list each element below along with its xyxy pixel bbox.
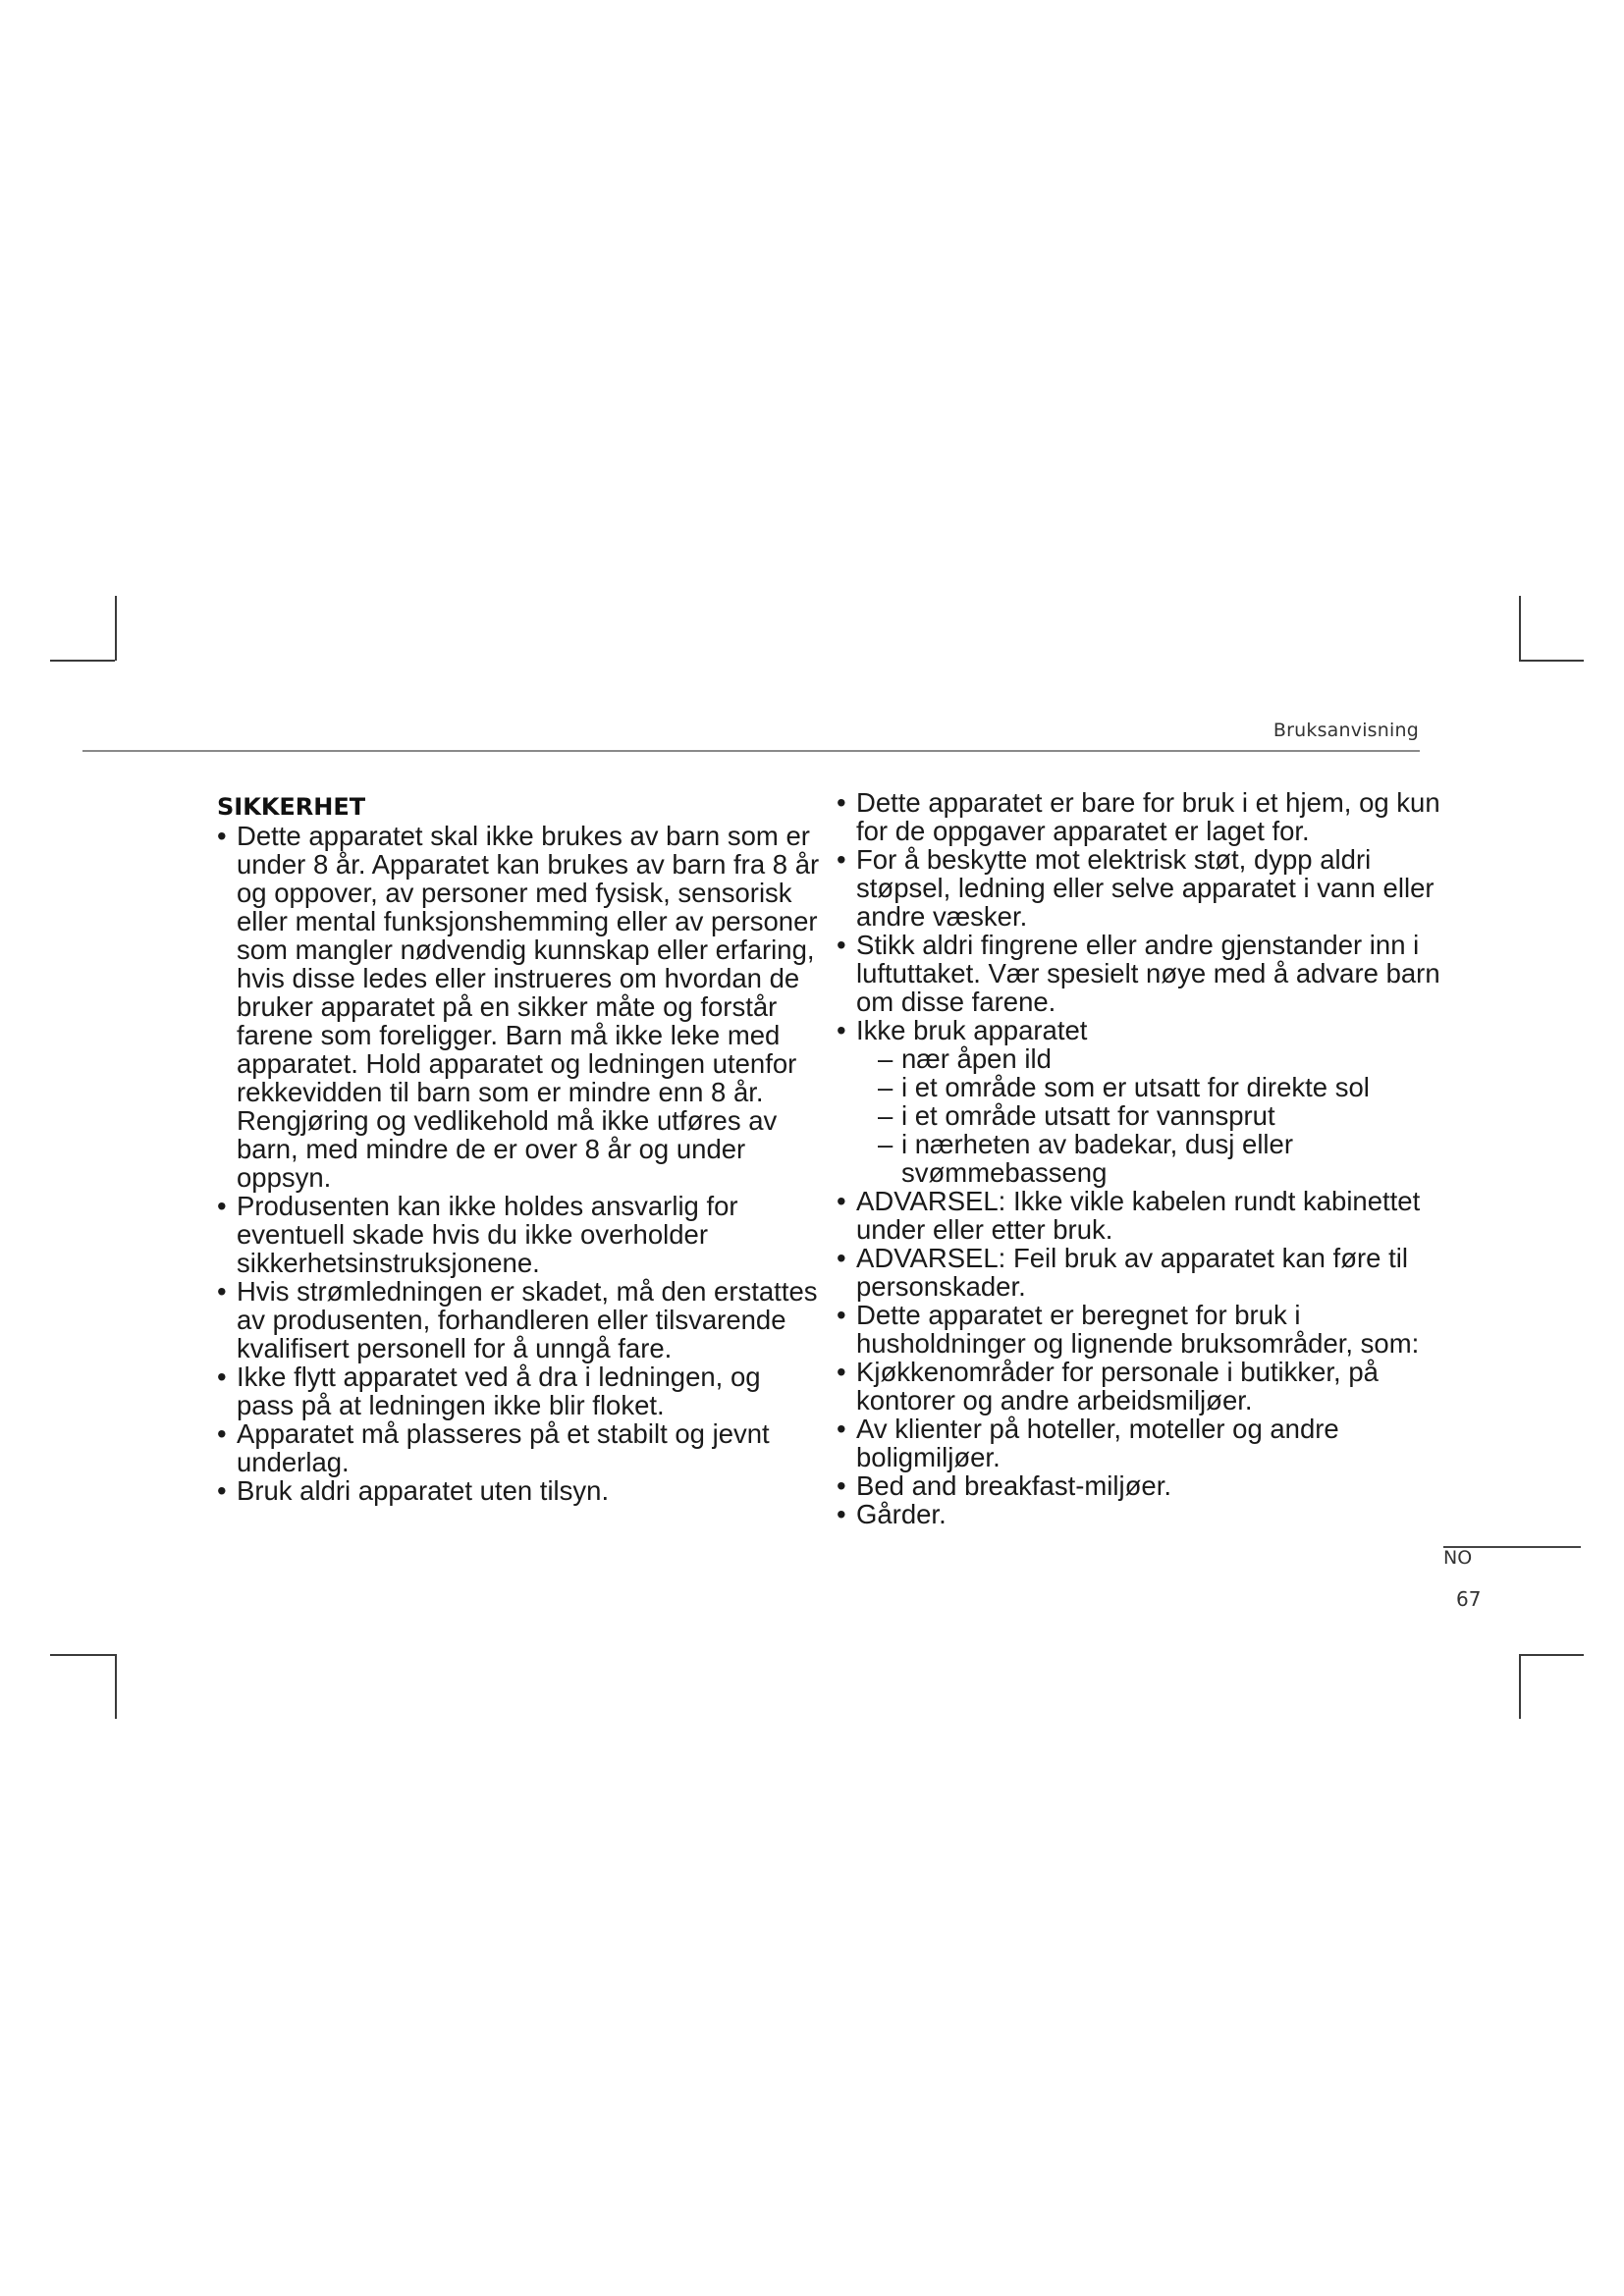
header-divider xyxy=(82,750,1420,752)
list-item xyxy=(835,1500,1443,1528)
list-item xyxy=(835,1415,1443,1471)
list-item xyxy=(215,1277,824,1362)
crop-mark-top-right-v xyxy=(1519,596,1521,661)
sub-list-item xyxy=(878,1044,1443,1073)
bullet-icon: • xyxy=(837,930,846,960)
list-item xyxy=(835,1016,1443,1187)
list-item-text: Produsenten kan ikke holdes ansvarlig for eventuell skade hvis du ikke overholder sikkerhetsinstruksjonene. xyxy=(237,1191,738,1278)
crop-mark-bottom-left-h xyxy=(50,1654,115,1656)
list-item-text: ADVARSEL: Feil bruk av apparatet kan føre til personskader. xyxy=(856,1243,1408,1302)
crop-mark-top-right-h xyxy=(1519,660,1584,662)
sub-list-item-text: i et område som er utsatt for direkte sol xyxy=(901,1072,1370,1102)
bullet-icon: • xyxy=(217,1418,227,1449)
sub-list-item xyxy=(878,1073,1443,1101)
list-item xyxy=(835,1187,1443,1244)
right-column xyxy=(835,788,1443,1528)
dash-icon: – xyxy=(878,1100,893,1131)
list-item-text: Bruk aldri apparatet uten tilsyn. xyxy=(237,1475,610,1506)
crop-mark-bottom-right-h xyxy=(1519,1654,1584,1656)
list-item xyxy=(835,1301,1443,1358)
crop-mark-bottom-left-v xyxy=(115,1654,117,1719)
bullet-icon: • xyxy=(217,1191,227,1221)
bullet-icon: • xyxy=(837,1300,846,1330)
list-item xyxy=(215,1192,824,1277)
list-item xyxy=(215,822,824,1192)
sub-list-item-text: nær åpen ild xyxy=(901,1043,1052,1074)
list-item xyxy=(835,788,1443,845)
list-item xyxy=(835,1471,1443,1500)
crop-mark-top-left-h xyxy=(50,660,115,662)
dash-icon: – xyxy=(878,1129,893,1159)
language-code: NO xyxy=(1443,1547,1473,1569)
bullet-icon: • xyxy=(217,1276,227,1307)
sub-list xyxy=(856,1044,1443,1187)
bullet-icon: • xyxy=(837,1186,846,1216)
list-item-text: Dette apparatet er bare for bruk i et hjem, og kun for de oppgaver apparatet er laget for. xyxy=(856,787,1440,846)
bullet-icon: • xyxy=(837,844,846,875)
bullet-icon: • xyxy=(837,787,846,818)
list-item-text: Dette apparatet skal ikke brukes av barn som er under 8 år. Apparatet kan brukes av barn fra 8 år og oppover, av personer med fysisk, sensorisk eller mental funksjonshemming eller av personer som mangler nødvendig kunnskap eller erfaring, hvis disse ledes eller instrueres om hvordan de bruker apparatet på en sikker måte og forstår farene som foreligger. Barn må ikke leke med apparatet. Hold apparatet og ledningen utenfor rekkevidden til barn som er mindre enn 8 år. Rengjøring og vedlikehold må ikke utføres av barn, med mindre de er over 8 år og under oppsyn. xyxy=(237,821,820,1193)
list-item-text: Ikke flytt apparatet ved å dra i ledningen, og pass på at ledningen ikke blir floket. xyxy=(237,1362,761,1420)
running-header: Bruksanvisning xyxy=(1272,720,1419,741)
sub-list-item xyxy=(878,1101,1443,1130)
list-item-text: Dette apparatet er beregnet for bruk i husholdninger og lignende bruksområder, som: xyxy=(856,1300,1420,1359)
bullet-icon: • xyxy=(217,1362,227,1392)
list-item-text: Hvis strømledningen er skadet, må den erstattes av produsenten, forhandleren eller tilsvarende kvalifisert personell for å unngå fare. xyxy=(237,1276,818,1363)
dash-icon: – xyxy=(878,1072,893,1102)
page-number: 67 xyxy=(1456,1587,1482,1611)
list-item-text: Ikke bruk apparatet xyxy=(856,1015,1088,1045)
list-item xyxy=(215,1362,824,1419)
sub-list-item xyxy=(878,1130,1443,1187)
crop-mark-bottom-right-v xyxy=(1519,1654,1521,1719)
bullet-icon: • xyxy=(217,821,227,851)
list-item-text: For å beskytte mot elektrisk støt, dypp aldri støpsel, ledning eller selve apparatet i vann eller andre væsker. xyxy=(856,844,1435,932)
list-item xyxy=(215,1419,824,1476)
bullet-icon: • xyxy=(837,1015,846,1045)
list-item xyxy=(835,1244,1443,1301)
list-item-text: Stikk aldri fingrene eller andre gjenstander inn i luftuttaket. Vær spesielt nøye med å advare barn om disse farene. xyxy=(856,930,1440,1017)
list-item xyxy=(835,845,1443,931)
list-item-text: Gårder. xyxy=(856,1499,947,1529)
list-item-text: Apparatet må plasseres på et stabilt og jevnt underlag. xyxy=(237,1418,770,1477)
bullet-icon: • xyxy=(217,1475,227,1506)
list-item-text: Av klienter på hoteller, moteller og andre boligmiljøer. xyxy=(856,1414,1339,1472)
list-item-text: Bed and breakfast-miljøer. xyxy=(856,1470,1171,1501)
list-item-text: Kjøkkenområder for personale i butikker, på kontorer og andre arbeidsmiljøer. xyxy=(856,1357,1379,1415)
list-item xyxy=(835,1358,1443,1415)
section-title: SIKKERHET xyxy=(217,793,366,821)
bullet-icon: • xyxy=(837,1357,846,1387)
bullet-icon: • xyxy=(837,1243,846,1273)
bullet-icon: • xyxy=(837,1414,846,1444)
dash-icon: – xyxy=(878,1043,893,1074)
crop-mark-top-left-v xyxy=(115,596,117,661)
bullet-icon: • xyxy=(837,1470,846,1501)
list-item xyxy=(215,1476,824,1505)
list-item-text: ADVARSEL: Ikke vikle kabelen rundt kabinettet under eller etter bruk. xyxy=(856,1186,1421,1245)
list-item xyxy=(835,931,1443,1016)
bullet-icon: • xyxy=(837,1499,846,1529)
safety-list-right xyxy=(835,788,1443,1528)
sub-list-item-text: i nærheten av badekar, dusj eller svømmebasseng xyxy=(901,1129,1293,1188)
sub-list-item-text: i et område utsatt for vannsprut xyxy=(901,1100,1275,1131)
safety-list-left xyxy=(215,822,824,1505)
left-column xyxy=(215,792,824,1505)
